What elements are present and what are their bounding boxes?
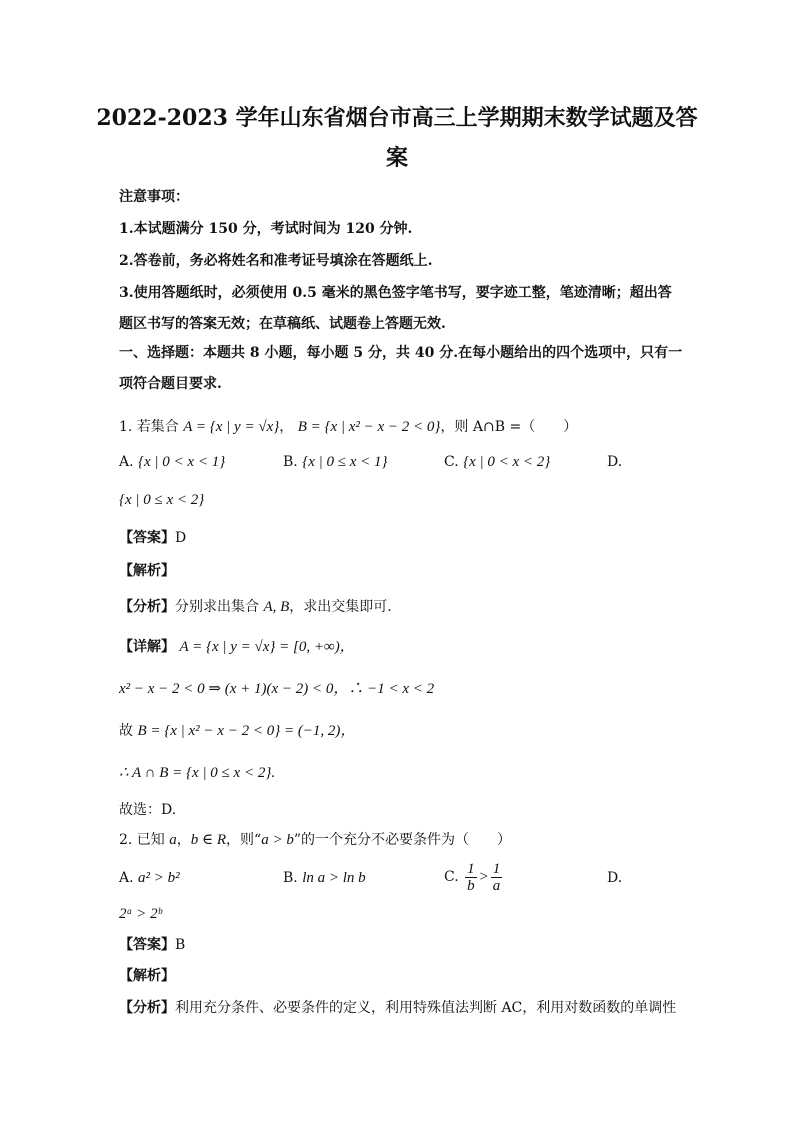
question-1-analysis-tag: 【解析】 [119,563,175,579]
question-1-stem [119,417,577,437]
question-1-option-c [444,452,550,472]
fraction-1-over-a [491,861,503,894]
fraction-numerator: 1 [467,860,475,877]
detail-math: A = {x | y = √x} = [0, +∞)， [179,639,355,655]
detail-tag: 【详解】 [119,639,175,655]
question-2-analysis-tag: 【解析】 [119,968,175,984]
question-1-detail-line-4 [119,763,275,783]
document-title-line-1: 2022-2023 学年山东省烟台市高三上学期期末数学试题及答 [96,105,698,131]
question-2-fenxi [119,998,676,1018]
notice-heading: 注意事项： [119,189,189,205]
greater-than: > [478,869,489,885]
question-1-set-b: B = {x | x² − x − 2 < 0} [297,419,441,435]
question-1-prefix: 1. 若集合 [119,419,179,435]
question-1-detail-line-3 [119,721,355,741]
option-math: {x | 0 < x < 1} [138,454,226,470]
question-1-option-d-label: D. [607,454,623,470]
option-label: B. [283,454,298,470]
question-1-choose: 故选：D. [119,802,177,818]
option-label: B. [283,870,298,886]
detail-math: B = {x | x² − x − 2 < 0} = (−1, 2)， [137,723,356,739]
question-2-answer [119,935,185,955]
fraction-numerator: 1 [492,860,501,877]
section-1-heading-line-2: 项符合题目要求. [119,376,222,392]
fraction-1-over-b [465,861,477,894]
stem-text: ， [176,832,191,848]
answer-value: B [175,937,186,953]
question-1-answer [119,528,186,548]
detail-math: ∴ A ∩ B = {x | 0 ≤ x < 2}. [119,765,276,781]
fenxi-text-a: 分别求出集合 [175,599,264,615]
fenxi-text-b: ，求出交集即可. [289,599,392,615]
question-1-option-b [283,452,388,472]
notice-item-2: 2.答卷前，务必将姓名和准考证号填涂在答题纸上. [119,253,433,269]
option-math: ln a > ln b [302,870,366,886]
question-2-option-b [283,868,366,888]
question-1-detail-line-1 [119,637,355,657]
option-math: 2ᵃ > 2ᵇ [119,906,162,922]
option-label: A. [119,454,134,470]
question-2-option-c [444,857,504,897]
notice-item-3-line-2: 题区书写的答案无效；在草稿纸、试题卷上答题无效. [119,316,446,332]
fenxi-tag: 【分析】 [119,1000,175,1016]
detail-math: x² − x − 2 < 0 ⇒ (x + 1)(x − 2) < 0，∴ −1 < x < 2 [119,681,435,697]
fenxi-math: A, B [263,599,290,615]
question-2-option-d [119,904,162,924]
notice-item-3-line-1: 3.使用答题纸时，必须使用 0.5 毫米的黑色签字笔书写，要字迹工整，笔迹清晰；超出答 [119,285,672,301]
stem-text: ，则“ [226,832,262,848]
question-1-set-a: A = {x | y = √x} [183,419,280,435]
fraction-denominator: b [467,877,475,894]
question-1-detail-line-2 [119,679,434,699]
option-math: {x | 0 ≤ x < 2} [119,492,205,508]
option-math: {x | 0 ≤ x < 1} [302,454,388,470]
stem-math: b ∈ R [190,832,227,848]
stem-text: ”的一个充分不必要条件为（ ） [293,832,512,848]
stem-math: a > b [261,832,294,848]
answer-tag: 【答案】 [119,530,175,546]
question-1-suffix: ，则 A∩B =（ ） [440,419,578,435]
answer-tag: 【答案】 [119,937,175,953]
option-math: {x | 0 < x < 2} [463,454,551,470]
section-1-heading-line-1: 一、选择题：本题共 8 小题，每小题 5 分，共 40 分.在每小题给出的四个选项中，只有一 [119,345,683,361]
question-1-fenxi [119,597,392,617]
question-2-option-d-label: D. [607,870,623,886]
document-title-line-2: 案 [385,145,408,171]
question-1-option-d [119,490,204,510]
option-math: a² > b² [138,870,180,886]
option-label: C. [444,454,459,470]
answer-value: D [175,530,187,546]
stem-math: a [169,832,177,848]
option-label: C. [444,869,459,885]
fraction-denominator: a [492,877,501,894]
option-label: A. [119,870,134,886]
question-2-option-a [119,868,180,888]
question-2-stem [119,830,511,850]
fenxi-tag: 【分析】 [119,599,175,615]
detail-prefix: 故 [119,723,138,739]
question-1-option-a [119,452,225,472]
question-1-comma: ， [279,419,294,435]
fenxi-text: 利用充分条件、必要条件的定义，利用特殊值法判断 AC，利用对数函数的单调性 [175,1000,677,1016]
notice-item-1: 1.本试题满分 150 分，考试时间为 120 分钟. [119,221,413,237]
stem-text: 2. 已知 [119,832,170,848]
